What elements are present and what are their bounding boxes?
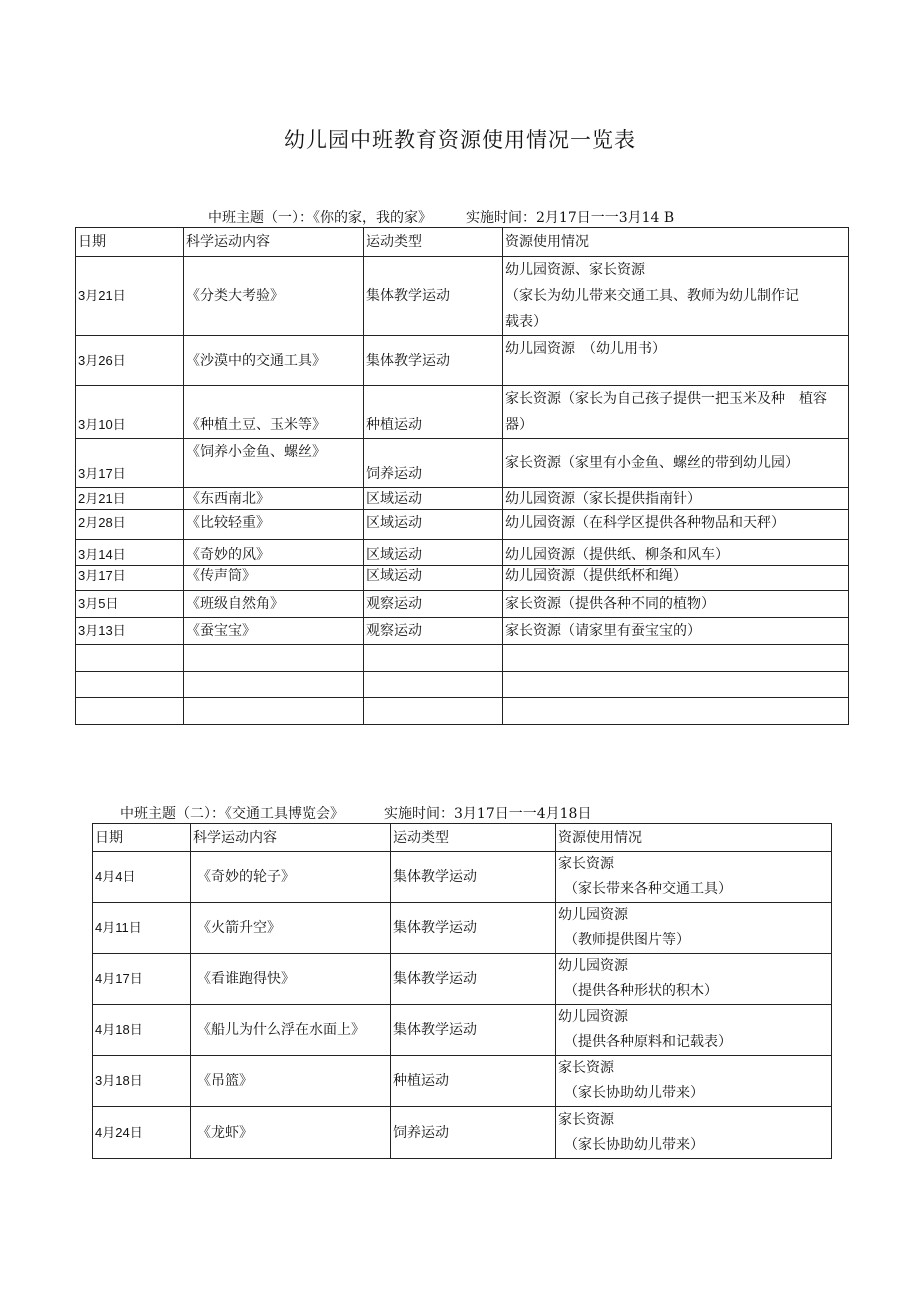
table-row-empty xyxy=(76,645,849,672)
header-type: 运动类型 xyxy=(364,228,503,257)
cell-type: 种植运动 xyxy=(364,386,503,439)
section2-theme: 中班主题（二）：《交通工具博览会》 xyxy=(120,806,344,822)
section2-period: 实施时间：3月17日一一4月18日 xyxy=(384,806,592,822)
cell-resource xyxy=(556,852,832,903)
cell-resource: 幼儿园资源（在科学区提供各种物品和天秤） xyxy=(503,510,849,540)
table-row xyxy=(76,566,849,591)
cell-date: 3月17日 xyxy=(76,566,184,591)
resource-line: （家长带来各种交通工具） xyxy=(564,881,732,897)
table-row xyxy=(93,1056,832,1107)
cell-resource: 幼儿园资源（家长提供指南针） xyxy=(503,488,849,510)
table-row xyxy=(76,618,849,645)
table-row-empty xyxy=(76,698,849,725)
header-resource: 资源使用情况 xyxy=(503,228,849,257)
table-row xyxy=(76,439,849,488)
cell-content: 《班级自然角》 xyxy=(184,591,364,618)
cell-resource: 幼儿园资源（提供纸杯和绳） xyxy=(503,566,849,591)
section1-period: 实施时间：2月17日一一3月14 B xyxy=(466,210,675,226)
cell-content: 《饲养小金鱼、螺丝》 xyxy=(184,439,364,488)
cell-date: 3月5日 xyxy=(76,591,184,618)
cell-date: 3月17日 xyxy=(76,439,184,488)
cell-type: 观察运动 xyxy=(364,591,503,618)
cell-content: 《沙漠中的交通工具》 xyxy=(184,336,364,386)
cell-date: 2月28日 xyxy=(76,510,184,540)
resource-line: 器） xyxy=(505,417,533,433)
cell-content: 《种植土豆、玉米等》 xyxy=(184,386,364,439)
cell-date: 3月13日 xyxy=(76,618,184,645)
cell-resource xyxy=(556,1005,832,1056)
resource-line: 家长资源 xyxy=(558,1060,614,1076)
cell-date: 4月24日 xyxy=(93,1107,191,1159)
resource-line: （家长协助幼儿带来） xyxy=(564,1136,704,1153)
cell-content: 《东西南北》 xyxy=(184,488,364,510)
resource-line: 幼儿园资源 （幼儿用书） xyxy=(505,341,666,357)
section1-theme: 中班主题（一）：《你的家，我的家》 xyxy=(208,210,432,226)
table-row xyxy=(76,488,849,510)
cell-content: 《吊篮》 xyxy=(191,1056,391,1107)
resource-line: （家长协助幼儿带来） xyxy=(564,1085,704,1101)
cell-content: 《龙虾》 xyxy=(191,1107,391,1159)
cell-content: 《火箭升空》 xyxy=(191,903,391,954)
header-date: 日期 xyxy=(93,824,191,852)
table-row xyxy=(76,257,849,336)
cell-type: 区域运动 xyxy=(364,510,503,540)
cell-content: 《船儿为什么浮在水面上》 xyxy=(191,1005,391,1056)
cell-date: 2月21日 xyxy=(76,488,184,510)
cell-resource xyxy=(503,386,849,439)
cell-date: 3月21日 xyxy=(76,257,184,336)
table-row xyxy=(93,1107,832,1159)
cell-type: 饲养运动 xyxy=(364,439,503,488)
table-row xyxy=(93,903,832,954)
cell-type: 集体教学运动 xyxy=(391,1005,556,1056)
table-header-row xyxy=(76,228,849,257)
resource-line: （提供各种形状的积木） xyxy=(564,983,718,999)
cell-content: 《比较轻重》 xyxy=(184,510,364,540)
cell-date: 3月10日 xyxy=(76,386,184,439)
cell-resource xyxy=(503,257,849,336)
table-row xyxy=(76,591,849,618)
table-header-row xyxy=(93,824,832,852)
cell-date: 4月4日 xyxy=(93,852,191,903)
section2-heading xyxy=(120,803,591,823)
cell-content: 《奇妙的风》 xyxy=(184,540,364,566)
resource-line: 载表） xyxy=(505,314,547,330)
resource-line: 幼儿园资源、家长资源 xyxy=(505,262,645,278)
resource-line: 幼儿园资源 xyxy=(558,907,628,923)
cell-resource xyxy=(556,1107,832,1159)
cell-type: 区域运动 xyxy=(364,488,503,510)
cell-resource xyxy=(556,903,832,954)
section1-heading xyxy=(208,207,674,227)
cell-resource xyxy=(503,439,849,488)
resource-line: 家长资源 xyxy=(558,856,614,872)
cell-resource xyxy=(556,1056,832,1107)
cell-content: 《分类大考验》 xyxy=(184,257,364,336)
resource-line: 幼儿园资源 xyxy=(558,1009,628,1025)
cell-resource xyxy=(556,954,832,1005)
cell-type: 观察运动 xyxy=(364,618,503,645)
cell-resource: 幼儿园资源（提供纸、柳条和风车） xyxy=(503,540,849,566)
resource-line: 家长资源 xyxy=(558,1111,614,1128)
resource-line: 幼儿园资源 xyxy=(558,958,628,974)
table-section2 xyxy=(92,823,832,1159)
cell-type: 集体教学运动 xyxy=(364,257,503,336)
table-row xyxy=(93,1005,832,1056)
cell-content: 《奇妙的轮子》 xyxy=(191,852,391,903)
table-row xyxy=(93,852,832,903)
cell-type: 饲养运动 xyxy=(391,1107,556,1159)
cell-type: 集体教学运动 xyxy=(391,954,556,1005)
cell-date: 3月18日 xyxy=(93,1056,191,1107)
table-row xyxy=(76,386,849,439)
header-content: 科学运动内容 xyxy=(184,228,364,257)
cell-resource xyxy=(503,336,849,386)
resource-line: （教师提供图片等） xyxy=(564,932,690,948)
cell-resource: 家长资源（提供各种不同的植物） xyxy=(503,591,849,618)
resource-line: 家长资源（家长为自己孩子提供一把玉米及种 植容 xyxy=(505,391,827,407)
page-title: 幼儿园中班教育资源使用情况一览表 xyxy=(284,128,636,152)
resource-line: （提供各种原料和记载表） xyxy=(564,1034,732,1050)
header-date: 日期 xyxy=(76,228,184,257)
table-row xyxy=(76,336,849,386)
cell-resource: 家长资源（请家里有蚕宝宝的） xyxy=(503,618,849,645)
header-resource: 资源使用情况 xyxy=(556,824,832,852)
cell-type: 集体教学运动 xyxy=(364,336,503,386)
cell-date: 3月26日 xyxy=(76,336,184,386)
header-type: 运动类型 xyxy=(391,824,556,852)
table-row xyxy=(93,954,832,1005)
table-section1 xyxy=(75,227,849,725)
cell-date: 4月18日 xyxy=(93,1005,191,1056)
cell-date: 3月14日 xyxy=(76,540,184,566)
cell-type: 集体教学运动 xyxy=(391,852,556,903)
resource-line: （家长为幼儿带来交通工具、教师为幼儿制作记 xyxy=(505,288,799,304)
cell-type: 种植运动 xyxy=(391,1056,556,1107)
cell-type: 区域运动 xyxy=(364,566,503,591)
cell-date: 4月11日 xyxy=(93,903,191,954)
header-content: 科学运动内容 xyxy=(191,824,391,852)
cell-date: 4月17日 xyxy=(93,954,191,1005)
cell-type: 区域运动 xyxy=(364,540,503,566)
cell-content: 《蚕宝宝》 xyxy=(184,618,364,645)
table-row xyxy=(76,540,849,566)
resource-line: 家长资源（家里有小金鱼、螺丝的带到幼儿园） xyxy=(505,455,799,471)
cell-type: 集体教学运动 xyxy=(391,903,556,954)
cell-content: 《传声筒》 xyxy=(184,566,364,591)
table-row-empty xyxy=(76,672,849,698)
cell-content: 《看谁跑得快》 xyxy=(191,954,391,1005)
table-row xyxy=(76,510,849,540)
